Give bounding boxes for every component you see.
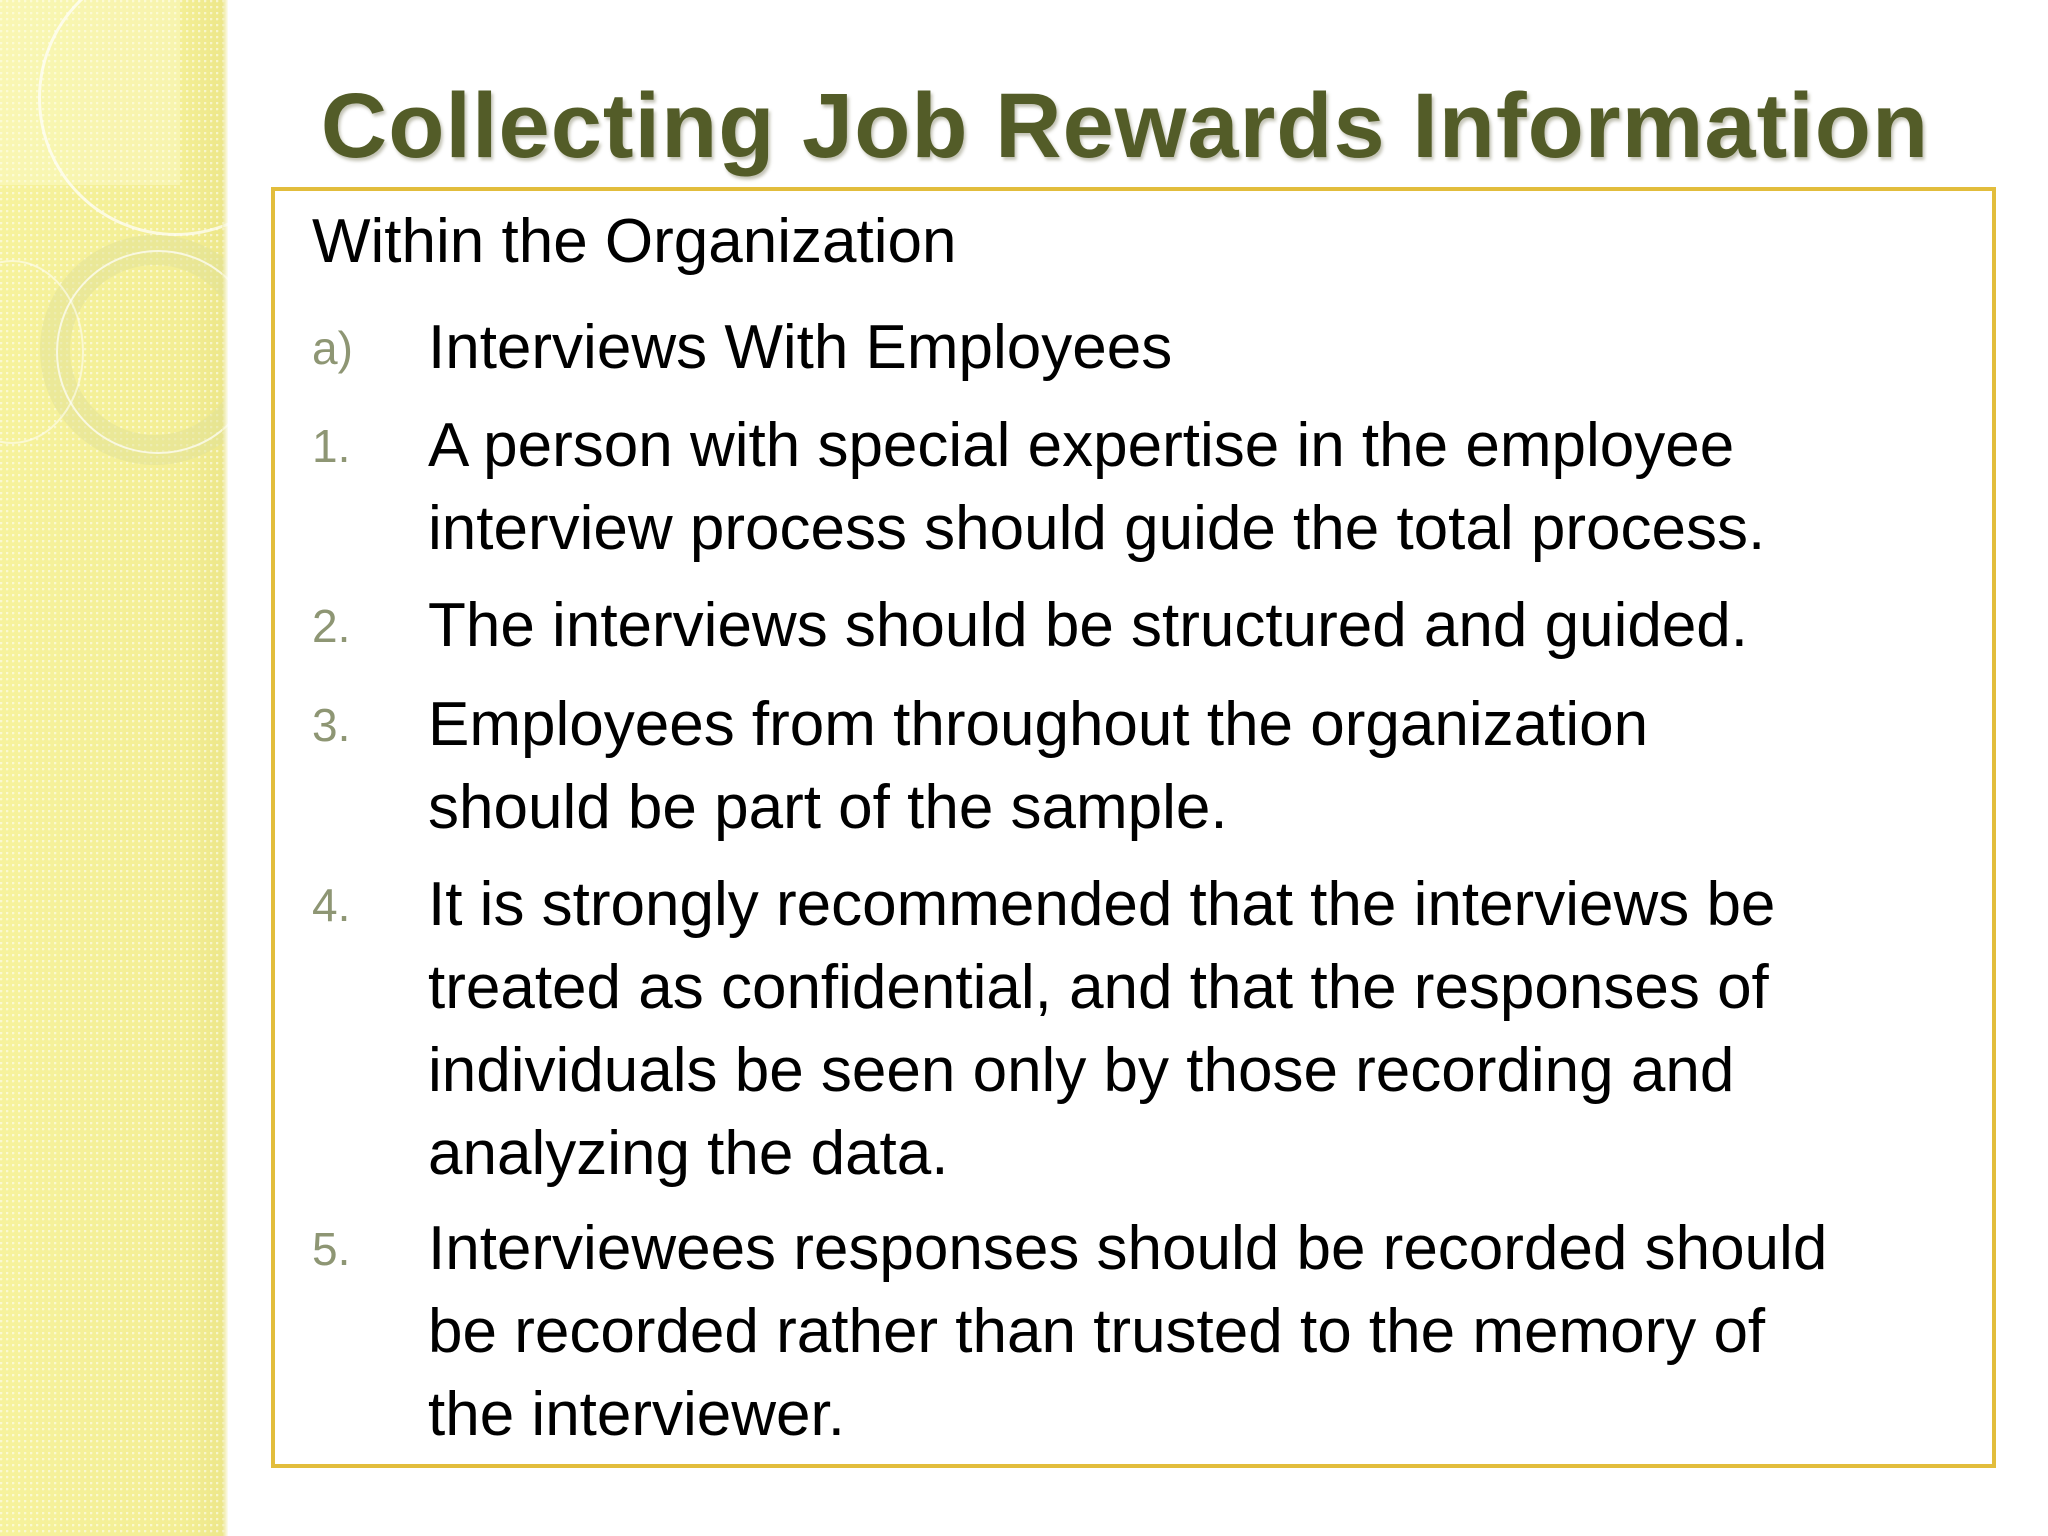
section-heading: Within the Organization — [312, 207, 957, 276]
slide-title: Collecting Job Rewards Information — [320, 75, 1930, 177]
list-marker: 2. — [312, 600, 351, 652]
list-item-text: A person with special expertise in the employee interview process should guide the total process. — [428, 411, 1766, 563]
list-item-text: Employees from throughout the organization should be part of the sample. — [428, 690, 1649, 842]
sidebar-edge — [222, 0, 228, 1536]
subheading-text: Interviews With Employees — [428, 313, 1173, 382]
list-marker: 3. — [312, 699, 351, 751]
list-item-text: Interviewees responses should be recorded should be recorded rather than trusted to the memory of the interviewer. — [428, 1214, 1828, 1449]
list-marker: 5. — [312, 1223, 351, 1275]
list-item-text: The interviews should be structured and guided. — [428, 591, 1749, 660]
list-marker: 1. — [312, 420, 351, 472]
list-marker: 4. — [312, 879, 351, 931]
list-marker: a) — [312, 322, 353, 374]
list-item-text: It is strongly recommended that the interviews be treated as confidential, and that the responses of individuals be seen only by those recording and analyzing the data. — [428, 870, 1776, 1188]
decorative-ring — [38, 0, 228, 236]
decorative-sidebar — [0, 0, 228, 1536]
